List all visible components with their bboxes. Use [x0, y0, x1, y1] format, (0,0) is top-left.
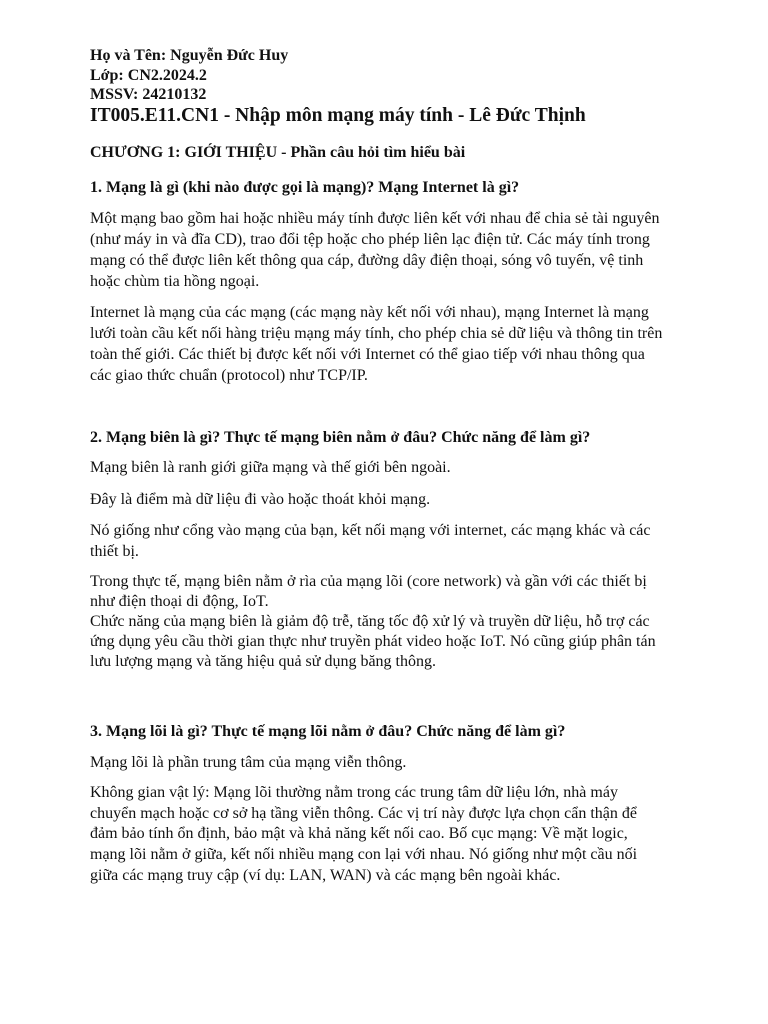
student-name: Họ và Tên: Nguyễn Đức Huy: [90, 47, 289, 64]
text-line: Nó giống như cổng vào mạng của bạn, kết nối mạng với internet, các mạng khác và các: [90, 522, 651, 539]
text-line: ứng dụng yêu cầu thời gian thực như truyền phát video hoặc IoT. Nó cũng giúp phân tán: [90, 633, 656, 650]
question-1-heading: 1. Mạng là gì (khi nào được gọi là mạng)? Mạng Internet là gì?: [90, 179, 520, 196]
text-line: (như máy in và đĩa CD), trao đổi tệp hoặc cho phép liên lạc điện tử. Các máy tính trong: [90, 231, 650, 248]
q2-paragraph-3: [90, 520, 690, 562]
student-class: Lớp: CN2.2024.2: [90, 66, 207, 84]
text-line: thiết bị.: [90, 543, 139, 560]
question-3-heading: 3. Mạng lõi là gì? Thực tế mạng lõi nằm ở đâu? Chức năng để làm gì?: [90, 723, 566, 740]
q1-paragraph-1: [90, 208, 690, 292]
q3-paragraph-1: Mạng lõi là phần trung tâm của mạng viễn thông.: [90, 754, 407, 771]
chapter-heading: CHƯƠNG 1: GIỚI THIỆU - Phần câu hỏi tìm hiểu bài: [90, 144, 466, 161]
course-title: IT005.E11.CN1 - Nhập môn mạng máy tính - Lê Đức Thịnh: [90, 105, 586, 126]
question-2-heading: 2. Mạng biên là gì? Thực tế mạng biên nằm ở đâu? Chức năng để làm gì?: [90, 429, 591, 446]
text-line: chuyển mạch hoặc cơ sở hạ tầng viễn thông. Các vị trí này được lựa chọn cẩn thận để: [90, 804, 637, 822]
text-line: Internet là mạng của các mạng (các mạng này kết nối với nhau), mạng Internet là mạng: [90, 304, 649, 321]
student-info: [90, 46, 690, 105]
text-line: như điện thoại di động, IoT.: [90, 593, 269, 610]
q3-paragraph-2: [90, 783, 690, 887]
text-line: toàn thế giới. Các thiết bị được kết nối với Internet có thể giao tiếp với nhau thông qua: [90, 346, 645, 363]
text-line: đảm bảo tính ổn định, bảo mật và khả năng kết nối cao. Bố cục mạng: Về mặt logic,: [90, 825, 628, 843]
text-line: các giao thức chuẩn (protocol) như TCP/IP.: [90, 367, 368, 384]
q2-paragraph-4: [90, 572, 690, 672]
text-line: Chức năng của mạng biên là giảm độ trễ, tăng tốc độ xử lý và truyền dữ liệu, hỗ trợ các: [90, 613, 650, 630]
text-line: Trong thực tế, mạng biên nằm ở rìa của mạng lõi (core network) và gần với các thiết bị: [90, 573, 647, 590]
q2-paragraph-1: Mạng biên là ranh giới giữa mạng và thế giới bên ngoài.: [90, 459, 451, 476]
text-line: mạng có thể được liên kết thông qua cáp, đường dây điện thoại, sóng vô tuyến, vệ tinh: [90, 252, 644, 269]
text-line: lưu lượng mạng và tăng hiệu quả sử dụng băng thông.: [90, 653, 436, 670]
text-line: giữa các mạng truy cập (ví dụ: LAN, WAN) và các mạng bên ngoài khác.: [90, 866, 561, 884]
text-line: Một mạng bao gồm hai hoặc nhiều máy tính được liên kết với nhau để chia sẻ tài nguyên: [90, 210, 660, 227]
student-id: MSSV: 24210132: [90, 86, 207, 103]
text-line: lưới toàn cầu kết nối hàng triệu mạng máy tính, cho phép chia sẻ dữ liệu và thông tin trên: [90, 325, 663, 342]
text-line: mạng lõi nằm ở giữa, kết nối nhiều mạng con lại với nhau. Nó giống như một cầu nối: [90, 846, 638, 864]
q2-paragraph-2: Đây là điểm mà dữ liệu đi vào hoặc thoát khỏi mạng.: [90, 491, 431, 508]
text-line: hoặc chùm tia hồng ngoại.: [90, 273, 260, 290]
q1-paragraph-2: [90, 302, 690, 386]
text-line: Không gian vật lý: Mạng lõi thường nằm trong các trung tâm dữ liệu lớn, nhà máy: [90, 784, 618, 801]
